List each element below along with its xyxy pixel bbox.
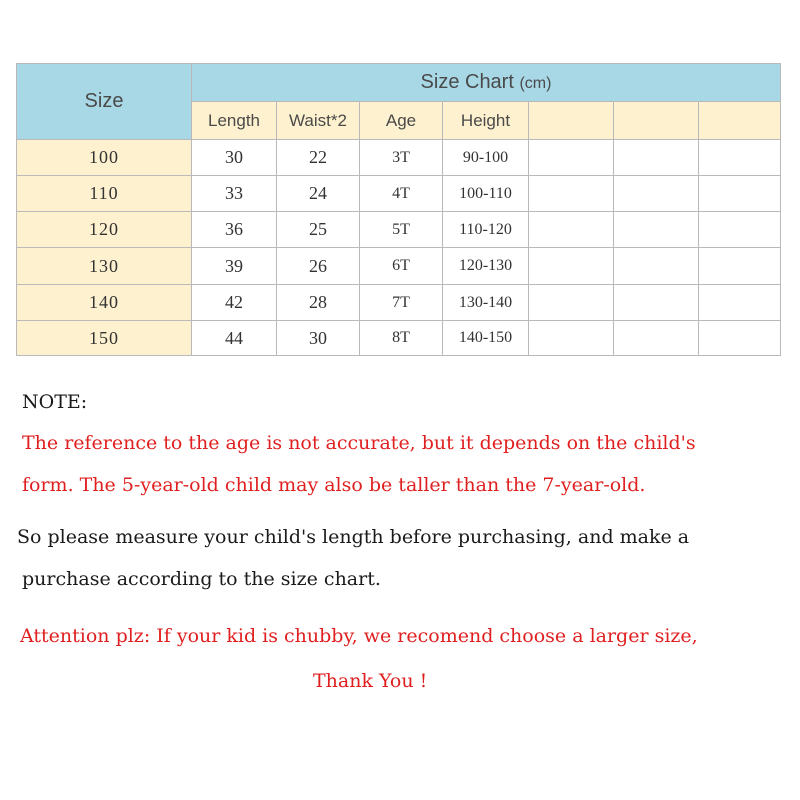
waist-cell: 26 <box>277 248 360 285</box>
size-cell: 110 <box>17 176 192 212</box>
size-cell: 150 <box>17 321 192 356</box>
age-cell: 4T <box>360 176 443 212</box>
note-attention: Attention plz: If your kid is chubby, we recomend choose a larger size, <box>20 625 698 647</box>
empty-cell <box>529 285 614 321</box>
empty-cell <box>614 176 699 212</box>
note-age-disclaimer-line-2: form. The 5-year-old child may also be taller than the 7-year-old. <box>22 474 646 496</box>
size-chart-title <box>192 64 781 102</box>
empty-cell <box>699 321 781 356</box>
note-measure-line-2: purchase according to the size chart. <box>22 568 381 590</box>
note-age-disclaimer-line-1: The reference to the age is not accurate, but it depends on the child's <box>22 432 696 454</box>
column-header-age: Age <box>360 102 443 140</box>
size-cell: 130 <box>17 248 192 285</box>
length-cell: 30 <box>192 140 277 176</box>
age-cell: 6T <box>360 248 443 285</box>
waist-cell: 25 <box>277 212 360 248</box>
table-row <box>17 212 781 248</box>
waist-cell: 28 <box>277 285 360 321</box>
table-row <box>17 285 781 321</box>
table-row <box>17 321 781 356</box>
column-header-waist: Waist*2 <box>277 102 360 140</box>
column-header-length: Length <box>192 102 277 140</box>
column-header-empty <box>529 102 614 140</box>
waist-cell: 24 <box>277 176 360 212</box>
empty-cell <box>614 212 699 248</box>
age-cell: 5T <box>360 212 443 248</box>
note-thank-you: Thank You ! <box>313 670 428 692</box>
age-cell: 7T <box>360 285 443 321</box>
empty-cell <box>699 248 781 285</box>
height-cell: 140-150 <box>443 321 529 356</box>
empty-cell <box>699 176 781 212</box>
length-cell: 33 <box>192 176 277 212</box>
empty-cell <box>614 321 699 356</box>
age-cell: 8T <box>360 321 443 356</box>
empty-cell <box>529 176 614 212</box>
table-row <box>17 248 781 285</box>
column-header-height: Height <box>443 102 529 140</box>
height-cell: 110-120 <box>443 212 529 248</box>
size-chart-table <box>16 63 781 356</box>
size-cell: 120 <box>17 212 192 248</box>
waist-cell: 22 <box>277 140 360 176</box>
length-cell: 44 <box>192 321 277 356</box>
waist-cell: 30 <box>277 321 360 356</box>
length-cell: 42 <box>192 285 277 321</box>
height-cell: 130-140 <box>443 285 529 321</box>
empty-cell <box>614 248 699 285</box>
empty-cell <box>614 140 699 176</box>
note-measure-line-1: So please measure your child's length before purchasing, and make a <box>17 526 690 548</box>
size-cell: 100 <box>17 140 192 176</box>
length-cell: 36 <box>192 212 277 248</box>
column-header-empty <box>614 102 699 140</box>
age-cell: 3T <box>360 140 443 176</box>
empty-cell <box>529 248 614 285</box>
empty-cell <box>699 140 781 176</box>
height-cell: 120-130 <box>443 248 529 285</box>
empty-cell <box>529 212 614 248</box>
empty-cell <box>529 140 614 176</box>
column-header-empty <box>699 102 781 140</box>
length-cell: 39 <box>192 248 277 285</box>
table-row <box>17 176 781 212</box>
empty-cell <box>529 321 614 356</box>
table-row <box>17 140 781 176</box>
note-title: NOTE: <box>22 391 88 413</box>
chart-unit: (cm) <box>519 75 552 92</box>
empty-cell <box>699 212 781 248</box>
chart-title-text: Size Chart <box>420 71 514 93</box>
empty-cell <box>699 285 781 321</box>
size-cell: 140 <box>17 285 192 321</box>
size-header: Size <box>17 64 192 140</box>
height-cell: 100-110 <box>443 176 529 212</box>
height-cell: 90-100 <box>443 140 529 176</box>
empty-cell <box>614 285 699 321</box>
